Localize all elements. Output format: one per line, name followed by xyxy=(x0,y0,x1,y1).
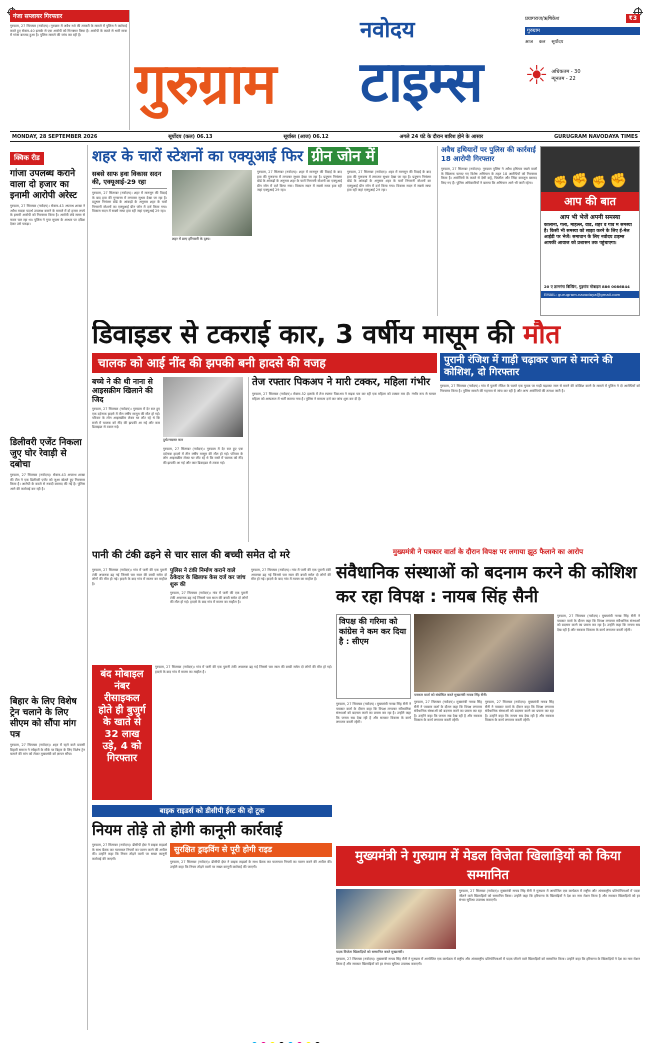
accident-left xyxy=(92,377,160,542)
banner-text-a: डिवाइडर से टकराई कार, 3 वर्षीय मासूम की xyxy=(92,320,524,350)
color-registration-strip xyxy=(250,1032,322,1043)
accident-body-1: गुरुग्राम, 27 सितम्बर (नवोदय)। गुरुग्राम में देर रात हुए एक दर्दनाक हादसे में तीन वर्षीय मासूम की मौत हो गई। परिवार के लोग आइसक्रीम लेकर घर लौट रहे थे कि रास्ते में चालक को नींद की झपकी आ गई और कार डिवाइडर से टकरा गई। xyxy=(92,407,160,430)
temp-min: न्यूनतम - 22 xyxy=(551,76,576,82)
accident-body-2: गुरुग्राम, 27 सितम्बर (नवोदय)। गुरुग्राम में देर रात हुए एक दर्दनाक हादसे में तीन वर्षीय मासूम की मौत हो गई। परिवार के लोग आइसक्रीम लेकर घर लौट रहे थे कि रास्ते में चालक को नींद की झपकी आ गई और कार डिवाइडर से टकरा गई। xyxy=(163,447,243,465)
quick-read-column xyxy=(10,145,88,1030)
quick-read-head-1: गांजा उपलब्ध कराने वाला दो हजार का इनामी आरोपी अरेस्ट xyxy=(10,169,77,201)
left-top-news xyxy=(10,10,130,130)
pickup-head: तेज रफ्तार पिकअप ने मारी टक्कर, महिला गंभीर xyxy=(252,377,431,388)
saini-side-head: विपक्ष की गरिमा को कांग्रेस ने कम कर दिया है : सीएम xyxy=(339,617,407,646)
aap-ki-baat-address: 20 ए ज्ञानगंगा बिल्डिंग, गुड़गांव मोबाइल 886 0086844 xyxy=(544,284,630,289)
accident-subhead: चालक को आई नींद की झपकी बनी हादसे की वजह xyxy=(92,353,437,373)
medal-photo xyxy=(336,889,456,949)
aap-ki-baat-email: EMAIL: gurugram.navodaya@gmail.com xyxy=(541,291,639,298)
weather-today: आज xyxy=(525,40,533,45)
water-tank-body-1: गुरुग्राम, 27 सितम्बर (नवोदय)। गांव में पानी की एक पुरानी टंकी अचानक ढह गई जिससे चार साल की बच्ची समेत दो लोगों की मौत हो गई। हादसे के बाद गांव में मातम का माहौल है। xyxy=(92,568,167,586)
saini-top-label: मुख्यमंत्री ने पत्रकार वार्ता के दौरान विपक्ष पर लगाया झूठ फैलाने का आरोप xyxy=(392,548,584,556)
aap-ki-baat-body: कॉलोनी, गली, मोहल्ले, वार्ड, शहर व गांव में समस्या है। किसी भी समस्या को साझा करने के लिए ई-मेल आईडी पर भेजें। समाधान के लिए नवोदय टाइम्स आपकी आवाज को प्रशासन तक पहुंचाएगा। xyxy=(544,223,632,246)
aap-ki-baat-title: आप की बात xyxy=(541,192,639,211)
brand-right: GURUGRAM NAVODAYA TIMES xyxy=(554,133,638,140)
left-top-head: गंजा सप्लायर गिरफ्तार xyxy=(10,10,129,22)
sunrise-time: सूर्योदय (कल) 06.13 xyxy=(168,133,213,140)
top-story-body-3: गुरुग्राम, 27 सितम्बर (नवोदय)। शहर में मानसून की विदाई के बाद हवा की गुणवत्ता में लगातार सुधार देखा जा रहा है। प्रदूषण नियंत्रण बोर्ड के आंकड़ों के अनुसार शहर के चारों निगरानी स्टेशनों का एक्यूआई ग्रीन जोन में दर्ज किया गया। विकास सदन में सबसे साफ हवा रही जहां एक्यूआई 29 रहा। xyxy=(347,170,431,193)
arms-body: गुरुग्राम, 27 सितम्बर (नवोदय)। गुरुग्राम पुलिस ने अवैध हथियार रखने वालों के खिलाफ चलाए गए विशेष अभियान के तहत 18 आरोपियों को गिरफ्तार किया है। आरोपियों के कब्जे से देसी कट्टे, पिस्तौल और जिंदा कारतूस बरामद किए गए हैं। पुलिस अधिकारियों ने बताया कि अभियान आगे भी जारी रहेगा। xyxy=(441,167,537,185)
quick-read-head-2: डिलीवरी एजेंट निकला जुए घोर रेवाड़ी से दबोचा xyxy=(10,438,82,470)
water-tank-box-head: पुलिस ने टंकी निर्माण कराने वाले ठेकेदार के खिलाफ केस दर्ज कर जांच शुरू की xyxy=(170,568,246,588)
top-story-head-a: शहर के चारों स्टेशनों का एक्यूआई फिर xyxy=(92,147,309,165)
top-story xyxy=(92,146,432,276)
bike-label: बाइक राइडर्स को डीसीपी ईस्ट की दो टूक xyxy=(92,805,332,817)
quick-read-body-1: गुरुग्राम, 27 सितम्बर (नवोदय)। सेक्टर-43 अपराध शाखा ने अवैध मादक पदार्थ उपलब्ध कराने के मामले में दो हजार रुपये के इनामी आरोपी को गिरफ्तार किया है। आरोपी लंबे समय से फरार चल रहा था। पुलिस ने गुप्त सूचना के आधार पर दबिश देकर उसे पकड़ा। xyxy=(10,204,85,227)
rivalry-head: पुरानी रंजिश में गाड़ी चढ़ाकर जान से मारने की कोशिश, दो गिरफ्तार xyxy=(440,353,640,381)
water-tank-box xyxy=(170,568,248,662)
sim-fraud-box: बंद मोबाइल नंबर रीसाइकल होते ही बुजुर्ग के खाते से 32 लाख उड़े, 4 को गिरफ्तार xyxy=(92,665,152,800)
arms-head: अवैध हथियारों पर पुलिस की कार्रवाई 18 आरोपी गिरफ्तार xyxy=(441,146,536,163)
car-photo xyxy=(163,377,243,437)
saini-photo-caption: पत्रकार वार्ता को संबोधित करते मुख्यमंत्री नायब सिंह सैनी। xyxy=(414,693,488,697)
quick-read-body-3: गुरुग्राम, 27 सितम्बर (नवोदय)। शहर में रहने वाले प्रवासी बिहारी समाज ने त्योहारों के मौके पर बिहार के लिए विशेष ट्रेन चलाने की मांग को लेकर मुख्यमंत्री को ज्ञापन सौंपा। xyxy=(10,743,85,757)
accident-side-head: बच्चे ने की थी नाना से आइसक्रीम खिलाने की जिद xyxy=(92,377,153,404)
left-top-text: गुरुग्राम, 27 सितम्बर (नवोदय)। गुरुग्राम में अवैध नशे की तस्करी के मामले में पुलिस ने कार्रवाई करते हुए सेक्टर-40 इलाके से एक आरोपी को गिरफ्तार किया है। आरोपी के कब्जे से भारी मात्रा में गांजा बरामद हुआ है। पुलिस मामले की जांच कर रही है। xyxy=(10,24,127,38)
saini-body-2: गुरुग्राम, 27 सितम्बर (नवोदय)। मुख्यमंत्री नायब सिंह सैनी ने पत्रकार वार्ता के दौरान कहा कि विपक्ष लगातार संवैधानिक संस्थाओं को बदनाम करने का प्रयास कर रहा है। उन्होंने कहा कि जनता सब देख रही है और सरकार विकास के कार्य लगातार करती रहेगी। xyxy=(414,700,482,723)
quick-read-head-3: बिहार के लिए विशेष ट्रेन चलाने के लिए सीएम को सौंपा मांग पत्र xyxy=(10,697,77,740)
saini-body-3: गुरुग्राम, 27 सितम्बर (नवोदय)। मुख्यमंत्री नायब सिंह सैनी ने पत्रकार वार्ता के दौरान कहा कि विपक्ष लगातार संवैधानिक संस्थाओं को बदनाम करने का प्रयास कर रहा है। उन्होंने कहा कि जनता सब देख रही है और सरकार विकास के कार्य लगातार करती रहेगी। xyxy=(485,700,554,723)
bike-body-2: गुरुग्राम, 27 सितम्बर (नवोदय)। डीसीपी ईस्ट ने बाइक राइडर्स के साथ बैठक कर यातायात नियमों का पालन करने की अपील की। उन्होंने कहा कि नियम तोड़ने वालों पर सख्त कानूनी कार्रवाई की जाएगी। xyxy=(170,860,332,869)
top-story-head-b: ग्रीन जोन में xyxy=(308,147,377,165)
saini-head: संवैधानिक संस्थाओं को बदनाम करने की कोशिश कर रहा विपक्ष : नायब सिंह सैनी xyxy=(336,563,637,607)
banner-text-b: मौत xyxy=(523,320,561,350)
saini-body-1: गुरुग्राम, 27 सितम्बर (नवोदय)। मुख्यमंत्री नायब सिंह सैनी ने पत्रकार वार्ता के दौरान कहा कि विपक्ष लगातार संवैधानिक संस्थाओं को बदनाम करने का प्रयास कर रहा है। उन्होंने कहा कि जनता सब देख रही है और सरकार विकास के कार्य लगातार करती रहेगी। xyxy=(336,702,411,725)
rivalry-body: गुरुग्राम, 27 सितम्बर (नवोदय)। गांव में पुरानी रंजिश के चलते एक युवक पर गाड़ी चढ़ाकर जान से मारने की कोशिश करने के मामले में पुलिस ने दो आरोपियों को गिरफ्तार किया है। पुलिस मामले की गहनता से जांच कर रही है और अन्य आरोपियों की तलाश जारी है। xyxy=(440,384,640,393)
weather-sunrise: सूर्योदय xyxy=(551,40,564,45)
price: ₹3 xyxy=(626,14,640,23)
bike-body-1: गुरुग्राम, 27 सितम्बर (नवोदय)। डीसीपी ईस्ट ने बाइक राइडर्स के साथ बैठक कर यातायात नियमों का पालन करने की अपील की। उन्होंने कहा कि नियम तोड़ने वालों पर सख्त कानूनी कार्रवाई की जाएगी। xyxy=(92,843,167,861)
title-big-right: टाइम्स xyxy=(360,50,483,115)
medal-head: मुख्यमंत्री ने गुरुग्राम में मेडल विजेता खिलाड़ियों को किया सम्मानित xyxy=(336,846,640,886)
date: MONDAY, 28 SEPTEMBER 2026 xyxy=(12,133,98,140)
top-story-side-head: सबसे साफ हवा विकास सदन की, एक्यूआई-29 रहा xyxy=(92,170,167,189)
title-small: नवोदय xyxy=(360,18,415,43)
weather-tagline: अगले 24 घंटे के दौरान बारिश होने के आसार xyxy=(399,133,484,140)
crowd-graphic: ✊ ✊ ✊ ✊ xyxy=(541,147,639,192)
rivalry-story xyxy=(440,353,640,542)
medal-body-2: गुरुग्राम, 27 सितम्बर (नवोदय)। मुख्यमंत्री नायब सिंह सैनी ने गुरुग्राम में आयोजित एक कार्यक्रम में राष्ट्रीय और अंतरराष्ट्रीय प्रतियोगिताओं में पदक जीतने वाले खिलाड़ियों को सम्मानित किया। उन्होंने कहा कि हरियाणा के खिलाड़ियों ने देश का नाम रोशन किया है और सरकार खिलाड़ियों को हर संभव सुविधा उपलब्ध कराएगी। xyxy=(336,957,640,966)
aap-ki-baat-box xyxy=(540,146,640,316)
top-story-headline xyxy=(92,146,432,166)
price-label: प्रयागराज/ऋषिकेश xyxy=(525,15,560,22)
greenery-photo xyxy=(172,170,252,236)
saini-side-box xyxy=(336,614,411,699)
pickup-body: गुरुग्राम, 27 सितम्बर (नवोदय)। सेक्टर-52 इलाके में तेज रफ्तार पिकअप ने सड़क पार कर रही एक महिला को टक्कर मार दी। गंभीर रूप से घायल महिला को अस्पताल में भर्ती कराया गया है। पुलिस ने मामला दर्ज कर जांच शुरू कर दी है। xyxy=(252,392,436,401)
bike-side-head: सुरक्षित ड्राइविंग से पूरी होगी राइड xyxy=(170,843,332,857)
title-big-left: गुरुग्राम xyxy=(135,52,276,117)
aap-ki-baat-subtitle: आप भी भेजें अपनी समस्या xyxy=(559,214,621,221)
masthead-title xyxy=(135,14,520,126)
water-tank-head: पानी की टंकी ढहने से चार साल की बच्ची समेत दो मरे xyxy=(92,550,290,561)
bike-head: नियम तोड़े तो होगी कानूनी कार्रवाई xyxy=(92,821,283,839)
date-strip xyxy=(10,131,640,142)
quick-read-label: क्विक रीड xyxy=(10,152,44,165)
top-story-caption: शहर में छाए हरियाली के दृश्य। xyxy=(172,237,211,241)
arms-story xyxy=(437,146,537,316)
weather-tomorrow: कल xyxy=(538,40,546,45)
saini-body-4: गुरुग्राम, 27 सितम्बर (नवोदय)। मुख्यमंत्री नायब सिंह सैनी ने पत्रकार वार्ता के दौरान कहा कि विपक्ष लगातार संवैधानिक संस्थाओं को बदनाम करने का प्रयास कर रहा है। उन्होंने कहा कि जनता सब देख रही है और सरकार विकास के कार्य लगातार करती रहेगी। xyxy=(557,614,640,632)
pickup-story xyxy=(248,377,436,542)
city-label: गुरुग्राम xyxy=(525,27,640,35)
top-story-body-1: गुरुग्राम, 27 सितम्बर (नवोदय)। शहर में मानसून की विदाई के बाद हवा की गुणवत्ता में लगातार सुधार देखा जा रहा है। प्रदूषण नियंत्रण बोर्ड के आंकड़ों के अनुसार शहर के चारों निगरानी स्टेशनों का एक्यूआई ग्रीन जोन में दर्ज किया गया। विकास सदन में सबसे साफ हवा रही जहां एक्यूआई 29 रहा। xyxy=(92,191,167,214)
quick-read-body-2: गुरुग्राम, 27 सितम्बर (नवोदय)। सेक्टर-43 अपराध शाखा की टीम ने एक डिलीवरी एजेंट को जुआ खेलते हुए गिरफ्तार किया है। आरोपी के कब्जे से नकदी बरामद की गई है। पुलिस आगे की कार्रवाई कर रही है। xyxy=(10,473,85,491)
sun-icon: ☀ xyxy=(525,61,549,91)
sunset-time: सूर्यास्त (आज) 06.12 xyxy=(283,133,329,140)
water-tank-body-3: गुरुग्राम, 27 सितम्बर (नवोदय)। गांव में पानी की एक पुरानी टंकी अचानक ढह गई जिससे चार साल की बच्ची समेत दो लोगों की मौत हो गई। हादसे के बाद गांव में मातम का माहौल है। xyxy=(251,568,331,582)
temp-max: अधिकतम - 30 xyxy=(551,69,581,75)
medal-photo-caption: पदक विजेता खिलाड़ियों को सम्मानित करते मुख्यमंत्री। xyxy=(336,950,404,954)
banner-headline xyxy=(92,320,640,350)
car-photo-caption: दुर्घटनाग्रस्त कार xyxy=(163,438,184,442)
top-story-body-2: गुरुग्राम, 27 सितम्बर (नवोदय)। शहर में मानसून की विदाई के बाद हवा की गुणवत्ता में लगातार सुधार देखा जा रहा है। प्रदूषण नियंत्रण बोर्ड के आंकड़ों के अनुसार शहर के चारों निगरानी स्टेशनों का एक्यूआई ग्रीन जोन में दर्ज किया गया। विकास सदन में सबसे साफ हवा रही जहां एक्यूआई 29 रहा। xyxy=(257,170,342,193)
saini-photo xyxy=(414,614,554,692)
medal-body-1: गुरुग्राम, 27 सितम्बर (नवोदय)। मुख्यमंत्री नायब सिंह सैनी ने गुरुग्राम में आयोजित एक कार्यक्रम में राष्ट्रीय और अंतरराष्ट्रीय प्रतियोगिताओं में पदक जीतने वाले खिलाड़ियों को सम्मानित किया। उन्होंने कहा कि हरियाणा के खिलाड़ियों ने देश का नाम रोशन किया है और सरकार खिलाड़ियों को हर संभव सुविधा उपलब्ध कराएगी। xyxy=(459,889,640,903)
water-tank-body-2: गुरुग्राम, 27 सितम्बर (नवोदय)। गांव में पानी की एक पुरानी टंकी अचानक ढह गई जिससे चार साल की बच्ची समेत दो लोगों की मौत हो गई। हादसे के बाद गांव में मातम का माहौल है। xyxy=(170,591,248,605)
weather-box xyxy=(525,14,640,126)
sim-fraud-body: गुरुग्राम, 27 सितम्बर (नवोदय)। गांव में पानी की एक पुरानी टंकी अचानक ढह गई जिससे चार साल की बच्ची समेत दो लोगों की मौत हो गई। हादसे के बाद गांव में मातम का माहौल है। xyxy=(155,665,332,674)
